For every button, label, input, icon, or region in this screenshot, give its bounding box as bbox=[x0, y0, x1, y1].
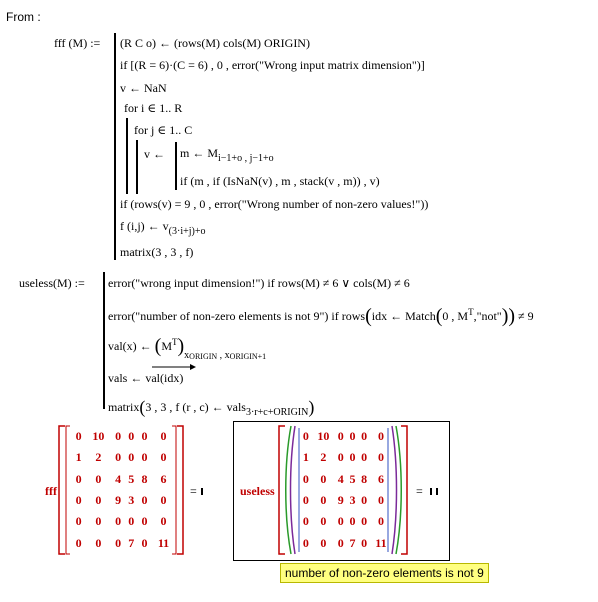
matrix-cell: 1 bbox=[75, 450, 82, 465]
fff-for-i: for i ∈ 1.. R bbox=[124, 101, 183, 115]
matrix-cell: 0 bbox=[128, 429, 135, 444]
matrix-cell: 0 bbox=[141, 493, 148, 508]
matrix-cell: 0 bbox=[320, 493, 327, 508]
useless-matrix-fn: matrix bbox=[108, 400, 140, 414]
matrix-row bbox=[72, 490, 176, 511]
matrix-cell: 2 bbox=[320, 450, 327, 465]
useless-neq-9: ≠ 9 bbox=[518, 309, 534, 323]
fff-f-def-main: f (i,j) ← v bbox=[120, 219, 169, 233]
matrix-cell: 6 bbox=[160, 471, 167, 486]
useless-not-arg: ,"not" bbox=[473, 309, 502, 323]
matrix-cell: 0 bbox=[361, 493, 368, 508]
matrix-cell: 0 bbox=[337, 450, 344, 465]
fff-rows-check: if (rows(v) = 9 , 0 , error("Wrong number of non-zero values!")) bbox=[120, 197, 429, 211]
useless-result-placeholder-2[interactable] bbox=[436, 488, 438, 495]
matrix-cell: 4 bbox=[115, 471, 122, 486]
matrix-cell: 0 bbox=[377, 429, 384, 444]
fff-eval-label: fff bbox=[45, 484, 57, 498]
useless-line-1: error("wrong input dimension!") if rows(M) ≠ 6 ∨ cols(M) ≠ 6 bbox=[108, 276, 410, 290]
matrix-cell: 0 bbox=[115, 450, 122, 465]
fff-arg-matrix bbox=[72, 426, 176, 554]
matrix-row bbox=[300, 511, 392, 532]
matrix-row bbox=[72, 447, 176, 468]
matrix-cell: 0 bbox=[361, 450, 368, 465]
matrix-cell: 4 bbox=[337, 471, 344, 486]
matrix-cell: 0 bbox=[337, 429, 344, 444]
matrix-cell: 0 bbox=[377, 450, 384, 465]
matrix-cell: 0 bbox=[302, 535, 309, 550]
matrix-cell: 0 bbox=[141, 450, 148, 465]
matrix-cell: 11 bbox=[157, 535, 170, 550]
fff-line-1: (R C o) ← (rows(M) cols(M) ORIGIN) bbox=[120, 36, 310, 50]
matrix-cell: 1 bbox=[302, 450, 309, 465]
matrix-cell: 8 bbox=[141, 471, 148, 486]
matrix-row bbox=[300, 426, 392, 447]
matrix-row bbox=[300, 490, 392, 511]
matrix-cell: 0 bbox=[128, 450, 135, 465]
useless-vals-def: vals ← val(idx) bbox=[108, 371, 184, 385]
matrix-cell: 0 bbox=[75, 471, 82, 486]
fff-m-assign-sub: i−1+o , j−1+o bbox=[218, 153, 274, 164]
useless-matrix-sub: 3·r+c+ORIGIN bbox=[245, 407, 309, 418]
matrix-cell: 0 bbox=[141, 429, 148, 444]
matrix-cell: 7 bbox=[128, 535, 135, 550]
matrix-cell: 2 bbox=[95, 450, 102, 465]
useless-val-x1: x bbox=[184, 350, 190, 361]
matrix-cell: 0 bbox=[115, 429, 122, 444]
matrix-cell: 0 bbox=[160, 514, 167, 529]
fff-m-assign bbox=[180, 146, 274, 164]
useless-program-bar bbox=[103, 272, 105, 409]
useless-matrix-args: 3 , 3 , f (r , c) ← vals bbox=[145, 400, 246, 414]
matrix-cell: 0 bbox=[302, 429, 309, 444]
matrix-cell: 0 bbox=[141, 514, 148, 529]
fff-f-def-sub: (3·i+j)+o bbox=[168, 226, 206, 237]
useless-val-m: M bbox=[161, 339, 172, 353]
matrix-cell: 0 bbox=[160, 493, 167, 508]
matrix-cell: 0 bbox=[349, 429, 356, 444]
fff-line-2: if [(R = 6)·(C = 6) , 0 , error("Wrong input matrix dimension")] bbox=[120, 58, 425, 72]
matrix-cell: 0 bbox=[349, 514, 356, 529]
matrix-cell: 9 bbox=[115, 493, 122, 508]
matrix-cell: 0 bbox=[160, 450, 167, 465]
matrix-cell: 0 bbox=[337, 535, 344, 550]
fff-for-i-bar bbox=[126, 118, 128, 194]
useless-idx-match: idx ← Match bbox=[371, 309, 436, 323]
matrix-cell: 0 bbox=[349, 450, 356, 465]
useless-val-def: val(x) ← $(M^T)_{xORIGIN}$ $_{, xORIGIN+1}$ bbox=[108, 335, 267, 361]
matrix-cell: 0 bbox=[128, 514, 135, 529]
matrix-cell: 0 bbox=[302, 514, 309, 529]
matrix-row bbox=[72, 469, 176, 490]
matrix-cell: 11 bbox=[375, 535, 387, 550]
fff-if-stack: if (m , if (IsNaN(v) , m , stack(v , m)) , v) bbox=[180, 174, 380, 188]
fff-for-j-bar bbox=[136, 140, 138, 194]
matrix-cell: 0 bbox=[361, 514, 368, 529]
matrix-cell: 0 bbox=[75, 429, 82, 444]
matrix-cell: 0 bbox=[115, 535, 122, 550]
matrix-cell: 0 bbox=[361, 429, 368, 444]
matrix-cell: 0 bbox=[377, 514, 384, 529]
matrix-cell: 8 bbox=[361, 471, 368, 486]
useless-val-x2: , x bbox=[217, 350, 230, 361]
from-label: From : bbox=[6, 10, 41, 24]
matrix-cell: 0 bbox=[95, 493, 102, 508]
matrix-cell: 7 bbox=[349, 535, 356, 550]
matrix-cell: 3 bbox=[349, 493, 356, 508]
fff-v-bar bbox=[175, 142, 177, 190]
fff-lhs: fff (M) := bbox=[54, 36, 101, 50]
useless-line-2-main: error("number of non-zero elements is not 9") if rows bbox=[108, 309, 366, 323]
fff-f-def bbox=[120, 219, 206, 237]
matrix-cell: 3 bbox=[128, 493, 135, 508]
matrix-row bbox=[72, 426, 176, 447]
fff-v-assign: v ← bbox=[144, 147, 165, 161]
matrix-cell: 0 bbox=[377, 493, 384, 508]
useless-match-args: 0 , M bbox=[442, 309, 469, 323]
matrix-cell: 0 bbox=[95, 471, 102, 486]
useless-val-lhs: val(x) ← bbox=[108, 339, 155, 353]
useless-result-placeholder-1[interactable] bbox=[430, 488, 432, 495]
matrix-cell: 0 bbox=[95, 535, 102, 550]
matrix-row bbox=[72, 511, 176, 532]
useless-transpose-1: T bbox=[468, 307, 474, 317]
useless-matrix-def: matrix(3 , 3 , f (r , c) ← vals$_{3\cdot r+c+ORIGIN}$) bbox=[108, 397, 315, 418]
matrix-row bbox=[300, 469, 392, 490]
useless-lhs: useless(M) := bbox=[19, 276, 85, 290]
matrix-cell: 0 bbox=[75, 493, 82, 508]
matrix-cell: 5 bbox=[128, 471, 135, 486]
matrix-cell: 10 bbox=[92, 429, 105, 444]
matrix-row bbox=[72, 532, 176, 553]
matrix-cell: 0 bbox=[337, 514, 344, 529]
useless-line-2: error("number of non-zero elements is not 9") if rows(idx ← Match(0 , $M^T,"not")) \ne 9$ bbox=[108, 305, 534, 327]
fff-m-assign-main: m ← M bbox=[180, 146, 219, 160]
matrix-cell: 0 bbox=[320, 514, 327, 529]
useless-equals: = bbox=[416, 484, 423, 498]
matrix-cell: 6 bbox=[377, 471, 384, 486]
useless-arg-matrix bbox=[300, 426, 392, 554]
matrix-cell: 0 bbox=[75, 535, 82, 550]
error-tooltip: number of non-zero elements is not 9 bbox=[280, 563, 489, 583]
matrix-cell: 0 bbox=[302, 493, 309, 508]
matrix-cell: 0 bbox=[95, 514, 102, 529]
matrix-cell: 0 bbox=[361, 535, 368, 550]
vectorize-arrow bbox=[150, 363, 210, 371]
matrix-cell: 0 bbox=[320, 535, 327, 550]
matrix-cell: 10 bbox=[317, 429, 330, 444]
fff-equals: = bbox=[190, 484, 197, 498]
fff-matrix-call: matrix(3 , 3 , f) bbox=[120, 245, 194, 259]
matrix-cell: 0 bbox=[302, 471, 309, 486]
matrix-cell: 0 bbox=[115, 514, 122, 529]
matrix-cell: 9 bbox=[337, 493, 344, 508]
matrix-row bbox=[300, 447, 392, 468]
matrix-cell: 0 bbox=[320, 471, 327, 486]
matrix-cell: 0 bbox=[160, 429, 167, 444]
matrix-cell: 0 bbox=[141, 535, 148, 550]
useless-eval-label: useless bbox=[240, 484, 275, 498]
fff-for-j: for j ∈ 1.. C bbox=[134, 123, 193, 137]
fff-line-3: v ← NaN bbox=[120, 81, 167, 95]
fff-result-placeholder[interactable] bbox=[201, 488, 203, 495]
fff-program-bar bbox=[114, 33, 116, 260]
useless-val-t: T bbox=[172, 337, 178, 347]
useless-val-origin2: ORIGIN+1 bbox=[229, 352, 267, 361]
matrix-cell: 5 bbox=[349, 471, 356, 486]
matrix-cell: 0 bbox=[75, 514, 82, 529]
matrix-row bbox=[300, 532, 392, 553]
useless-val-origin1: ORIGIN bbox=[189, 352, 218, 361]
